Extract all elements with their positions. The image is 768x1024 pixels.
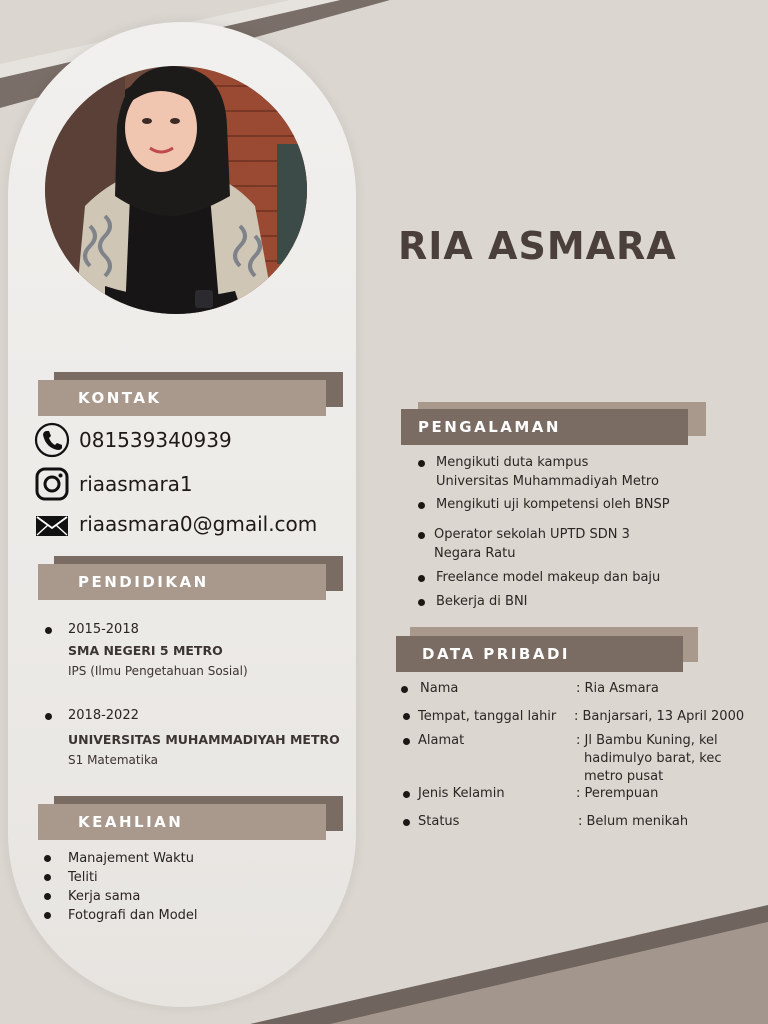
bullet	[44, 912, 51, 919]
personal-value: : Ria Asmara	[576, 681, 659, 696]
bullet	[44, 893, 51, 900]
bullet	[418, 532, 425, 539]
bullet	[45, 627, 52, 634]
personal-label: Alamat	[418, 733, 465, 748]
email-row	[33, 506, 317, 542]
pendidikan-banner	[38, 556, 343, 600]
experience-line: Mengikuti duta kampus	[436, 455, 589, 470]
education-school-2: UNIVERSITAS MUHAMMADIYAH METRO	[68, 732, 340, 747]
experience-item-4: Freelance model makeup dan baju	[436, 570, 661, 585]
personal-label: Status	[418, 814, 460, 829]
personal-value-cont: hadimulyo barat, kec	[584, 751, 722, 766]
keahlian-heading: KEAHLIAN	[38, 804, 326, 840]
pengalaman-banner	[401, 402, 706, 445]
bullet	[418, 599, 425, 606]
data-pribadi-heading: DATA PRIBADI	[396, 636, 683, 672]
experience-item-3	[434, 525, 630, 563]
personal-label: Jenis Kelamin	[418, 786, 505, 801]
personal-label: Nama	[420, 681, 459, 696]
bullet	[403, 819, 410, 826]
phone-row	[33, 422, 232, 458]
experience-item-5: Bekerja di BNI	[436, 594, 528, 609]
experience-line: Universitas Muhammadiyah Metro	[436, 474, 659, 489]
bullet	[401, 686, 408, 693]
email-address: riaasmara0@gmail.com	[79, 512, 318, 536]
phone-number: 081539340939	[79, 428, 232, 452]
phone-icon	[33, 422, 71, 458]
personal-value: : Perempuan	[576, 786, 659, 801]
candidate-name: RIA ASMARA	[398, 224, 677, 268]
experience-line: Operator sekolah UPTD SDN 3	[434, 527, 630, 542]
kontak-banner	[38, 372, 343, 416]
instagram-icon	[33, 466, 71, 502]
education-major-2: S1 Matematika	[68, 753, 159, 767]
profile-photo	[45, 66, 307, 314]
education-major-1: IPS (Ilmu Pengetahuan Sosial)	[68, 664, 248, 678]
experience-line: Negara Ratu	[434, 546, 516, 561]
experience-item-1	[436, 453, 659, 491]
bullet	[418, 575, 425, 582]
skill-item: Manajement Waktu	[68, 851, 194, 866]
bullet	[44, 874, 51, 881]
instagram-handle: riaasmara1	[79, 472, 193, 496]
kontak-heading: KONTAK	[38, 380, 326, 416]
skill-item: Teliti	[68, 870, 98, 885]
skill-item: Kerja sama	[68, 889, 141, 904]
education-years-1: 2015-2018	[68, 622, 139, 637]
education-school-1: SMA NEGERI 5 METRO	[68, 643, 223, 658]
education-years-2: 2018-2022	[68, 708, 139, 723]
bullet	[44, 855, 51, 862]
keahlian-banner	[38, 796, 343, 840]
bullet	[418, 460, 425, 467]
email-icon	[33, 506, 71, 542]
bullet	[418, 502, 425, 509]
bullet	[403, 713, 410, 720]
experience-item-2: Mengikuti uji kompetensi oleh BNSP	[436, 497, 670, 512]
personal-value: : Banjarsari, 13 April 2000	[574, 709, 745, 724]
bullet	[403, 791, 410, 798]
bullet	[45, 713, 52, 720]
personal-value: : Belum menikah	[578, 814, 689, 829]
skill-item: Fotografi dan Model	[68, 908, 198, 923]
data-pribadi-banner	[396, 627, 698, 672]
pendidikan-heading: PENDIDIKAN	[38, 564, 326, 600]
bullet	[403, 738, 410, 745]
personal-value: : Jl Bambu Kuning, kel	[576, 733, 718, 748]
instagram-row	[33, 466, 193, 502]
personal-label: Tempat, tanggal lahir	[418, 709, 557, 724]
pengalaman-heading: PENGALAMAN	[401, 409, 688, 445]
personal-value-cont: metro pusat	[584, 769, 664, 784]
